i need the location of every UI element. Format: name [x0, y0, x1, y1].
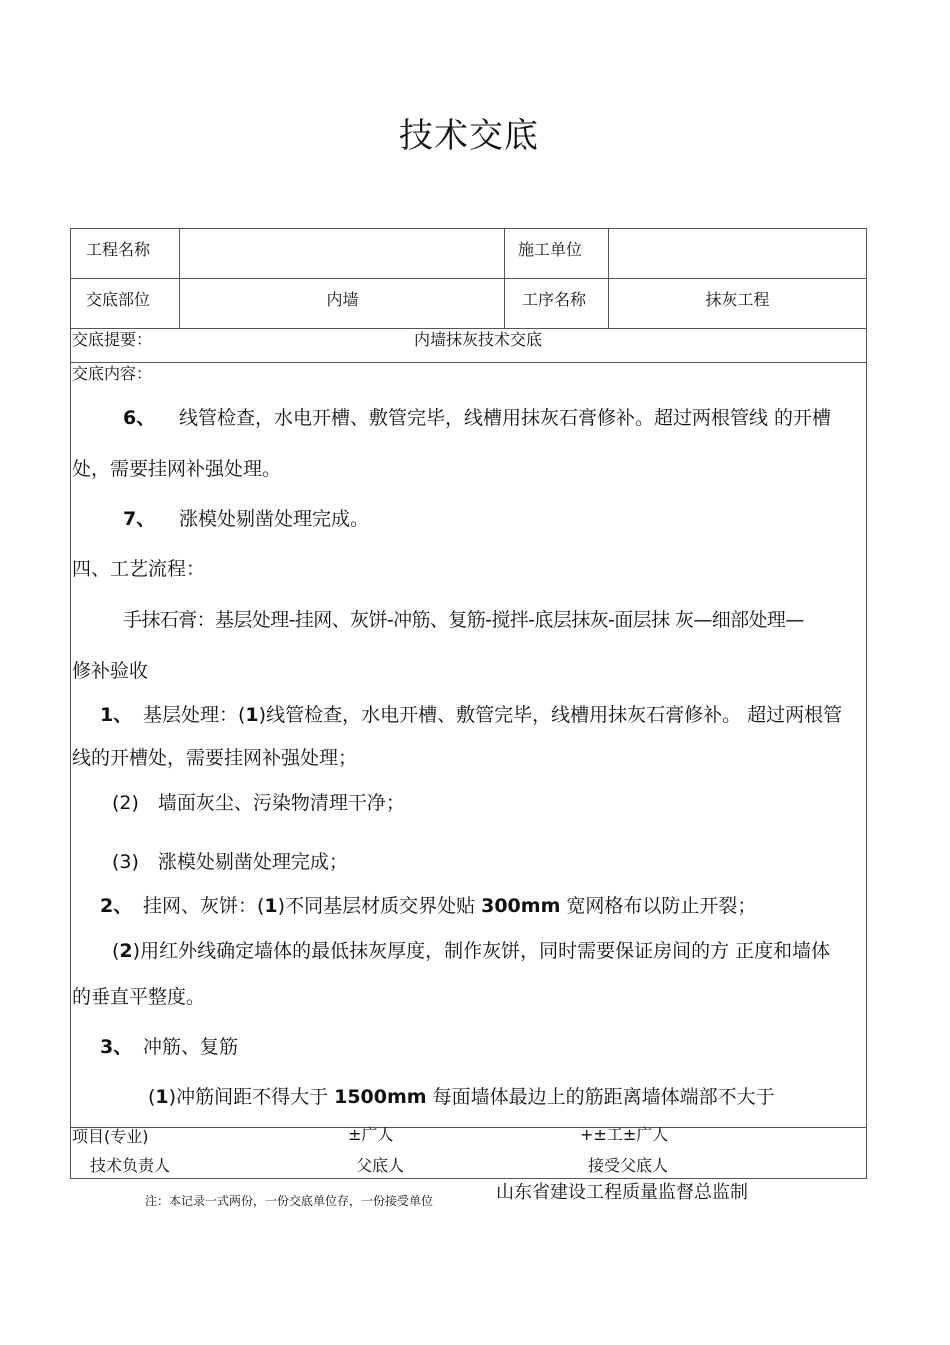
item6-text: 线管检查，水电开槽、敷管完毕，线槽用抹灰石膏修补。超过两根管线 的开槽: [179, 407, 832, 429]
step1-part-b: 1: [245, 704, 259, 726]
step1-sub-2: (2) 墙面灰尘、污染物清理干净；: [112, 792, 405, 814]
section-process-flow-heading: 四、工艺流程：: [72, 558, 206, 580]
page-title: 技术交底: [399, 116, 539, 156]
step1-line: [143, 700, 842, 727]
table-col-divider-2: [504, 228, 505, 328]
contractor-label: 施工单位: [518, 240, 583, 259]
table-row-divider-3: [70, 362, 867, 363]
content-label: 交底内容：: [72, 364, 153, 383]
table-col-divider-1: [179, 228, 180, 328]
step2-part-b: 1: [264, 895, 278, 917]
step3-sub-1: [148, 1082, 775, 1109]
receiver-label: 接受父底人: [588, 1156, 669, 1175]
step3-sub-1-d: 1500mm: [334, 1086, 427, 1108]
step3-sub-1-c: )冲筋间距不得大于: [168, 1086, 335, 1108]
location-value: 内墙: [326, 290, 359, 309]
table-row-divider-4: [70, 1127, 867, 1128]
project-specialty-label: 项目(专业): [72, 1127, 149, 1146]
step1-number: 1、: [100, 704, 133, 726]
step2-line: [143, 891, 756, 918]
table-border-left: [70, 228, 71, 1179]
step1-part-c: )线管检查，水电开槽、敷管完毕，线槽用抹灰石膏修补。 超过两根管: [258, 704, 843, 726]
step3-sub-1-b: 1: [155, 1086, 169, 1108]
table-border-top: [70, 228, 867, 229]
step3-text: 冲筋、复筋: [143, 1036, 239, 1058]
step3-sub-1-e: 每面墙体最边上的筋距离墙体端部不大于: [426, 1086, 775, 1108]
item6-continuation: 处，需要挂网补强处理。: [72, 458, 282, 480]
issuing-organization: 山东省建设工程质量监督总监制: [496, 1182, 748, 1203]
step2-part-a: 挂网、灰饼：(: [143, 895, 265, 917]
summary-value: 内墙抹灰技术交底: [414, 330, 543, 349]
item6-number: 6、: [123, 407, 156, 429]
step2-part-c: )不同基层材质交界处贴: [277, 895, 482, 917]
summary-label: 交底提要：: [72, 330, 153, 349]
step2-continuation: 的垂直平整度。: [72, 986, 206, 1008]
record-note: 注：本记录一式两份，一份交底单位存，一份接受单位: [145, 1194, 434, 1208]
giver-label-top: ±广人: [348, 1125, 394, 1144]
process-label: 工序名称: [522, 290, 587, 309]
step2-sub-2: [112, 936, 830, 963]
step1-part-a: 基层处理：(: [143, 704, 246, 726]
table-row-divider-1: [70, 278, 867, 279]
item7-number: 7、: [123, 508, 156, 530]
table-col-divider-3: [608, 228, 609, 328]
process-value: 抹灰工程: [705, 290, 770, 309]
location-label: 交底部位: [86, 290, 151, 309]
step2-part-e: 宽网格布以防止开裂；: [560, 895, 757, 917]
flow-line-1: 手抹石膏：基层处理-挂网、灰饼-冲筋、复筋-搅拌-底层抹灰-面层抹 灰—细部处理—: [123, 609, 804, 631]
step2-sub-2-c: )用红外线确定墙体的最低抹灰厚度，制作灰饼，同时需要保证房间的方 正度和墙体: [132, 940, 831, 962]
table-border-right: [866, 228, 867, 1179]
step2-part-d: 300mm: [481, 895, 561, 917]
flow-line-2: 修补验收: [72, 660, 149, 682]
step1-continuation: 线的开槽处，需要挂网补强处理；: [72, 747, 358, 769]
step3-sub-1-a: (: [148, 1086, 156, 1108]
tech-lead-label: 技术负责人: [90, 1156, 171, 1175]
item7-text: 涨模处剔凿处理完成。: [179, 508, 370, 530]
project-name-label: 工程名称: [86, 240, 151, 259]
step2-sub-2-b: 2: [119, 940, 133, 962]
receiver-label-top: +±工±广人: [580, 1125, 669, 1144]
giver-label: 父底人: [356, 1156, 405, 1175]
step2-number: 2、: [100, 895, 133, 917]
step1-sub-3: (3) 涨模处剔凿处理完成；: [112, 851, 348, 873]
step3-number: 3、: [100, 1036, 133, 1058]
step2-sub-2-a: (: [112, 940, 120, 962]
